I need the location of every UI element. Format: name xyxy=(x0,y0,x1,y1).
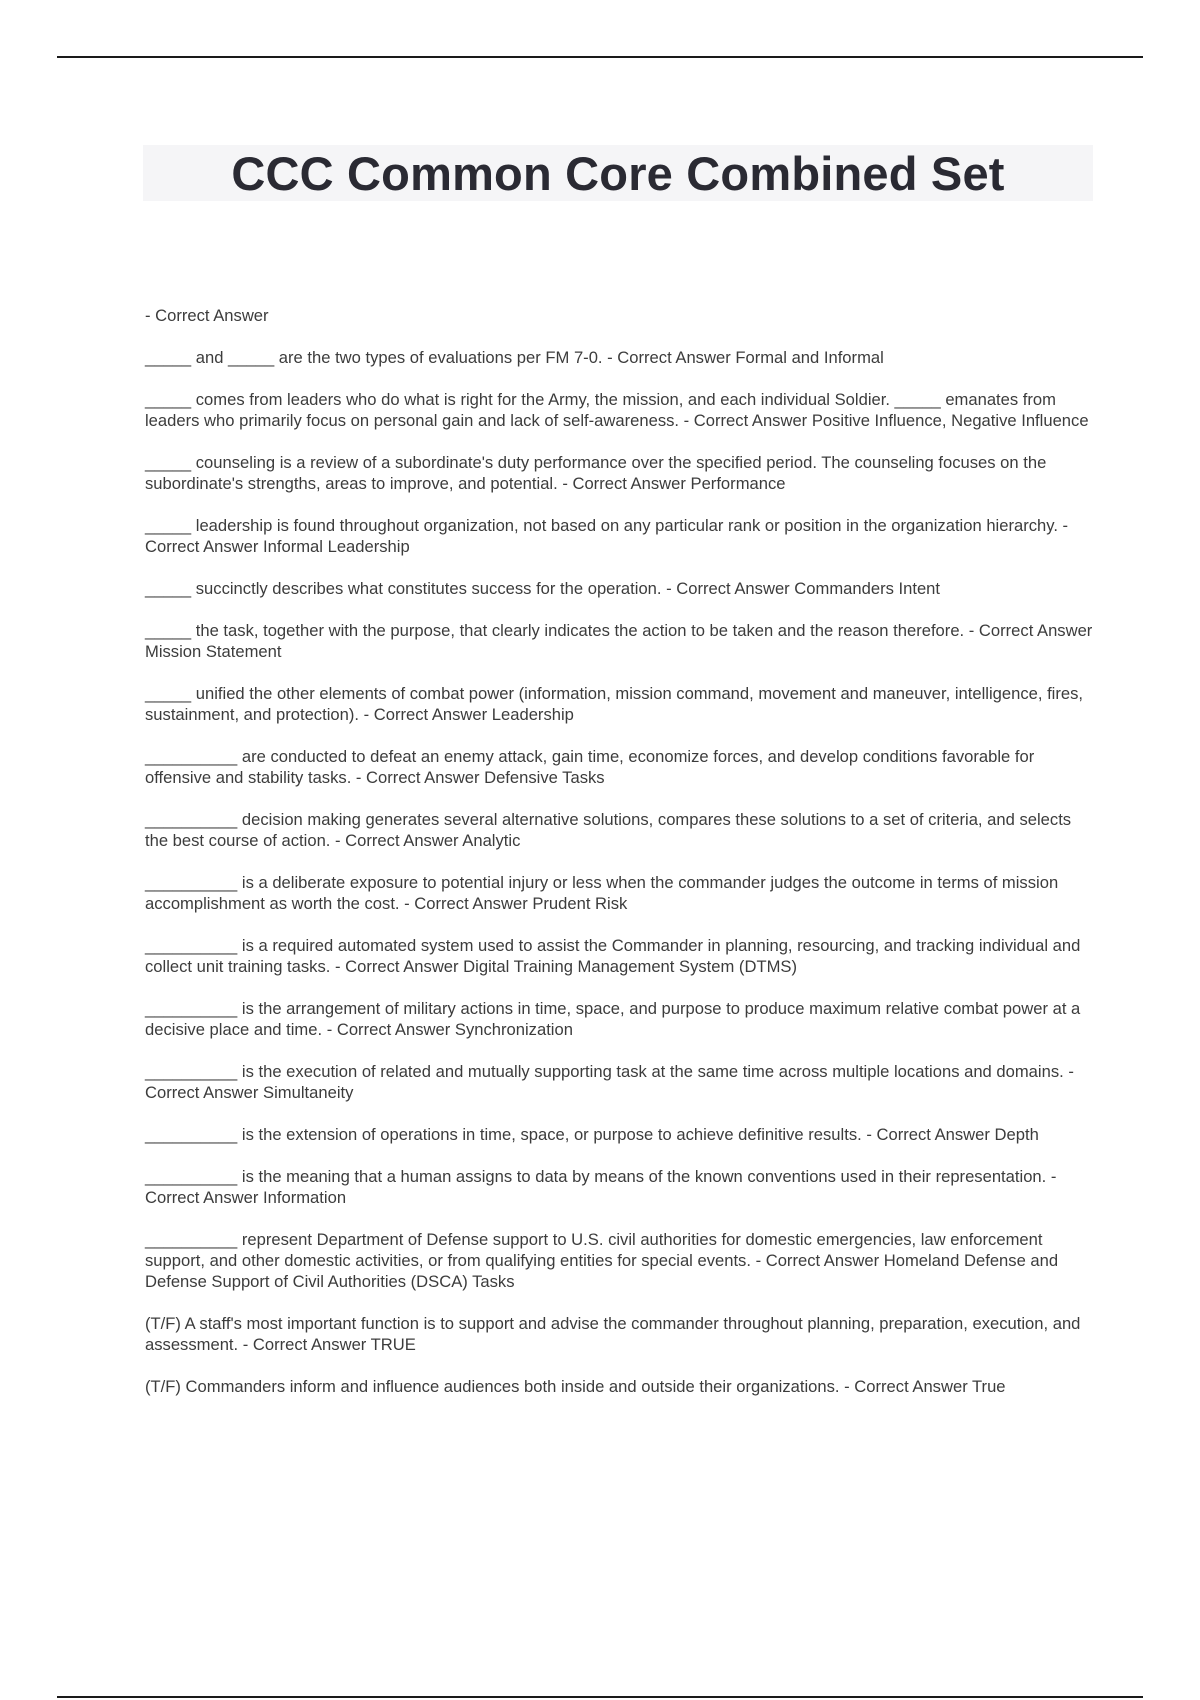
flashcard-list xyxy=(145,305,1095,1418)
flashcard-entry: __________ is the execution of related and mutually supporting task at the same time across multiple locations and domains. - Correct Answer Simultaneity xyxy=(145,1062,1074,1102)
flashcard-entry: _____ comes from leaders who do what is right for the Army, the mission, and each individual Soldier. _____ emanates from leaders who primarily focus on personal gain and lack of self-awareness. - Correct Answer Positive Influence, Negative Influence xyxy=(145,390,1089,430)
flashcard-entry: __________ are conducted to defeat an enemy attack, gain time, economize forces, and develop conditions favorable for offensive and stability tasks. - Correct Answer Defensive Tasks xyxy=(145,747,1035,787)
flashcard-entry: _____ leadership is found throughout organization, not based on any particular rank or position in the organization hierarchy. - Correct Answer Informal Leadership xyxy=(145,516,1069,556)
flashcard-entry: __________ is a required automated system used to assist the Commander in planning, resourcing, and tracking individual and collect unit training tasks. - Correct Answer Digital Training Management System (DTMS) xyxy=(145,936,1081,976)
top-rule xyxy=(57,56,1143,58)
flashcard-entry: __________ is the arrangement of military actions in time, space, and purpose to produce maximum relative combat power at a decisive place and time. - Correct Answer Synchronization xyxy=(145,999,1081,1039)
flashcard-entry: _____ unified the other elements of combat power (information, mission command, movement and maneuver, intelligence, fires, sustainment, and protection). - Correct Answer Leadership xyxy=(145,684,1084,724)
bottom-rule xyxy=(57,1696,1143,1698)
flashcard-entry: _____ counseling is a review of a subordinate's duty performance over the specified period. The counseling focuses on the subordinate's strengths, areas to improve, and potential. - Correct Answer Performance xyxy=(145,453,1047,493)
flashcard-entry: (T/F) Commanders inform and influence audiences both inside and outside their organizations. - Correct Answer True xyxy=(145,1377,1006,1396)
page-title: CCC Common Core Combined Set xyxy=(231,146,1005,200)
flashcard-entry: (T/F) A staff's most important function is to support and advise the commander throughout planning, preparation, execution, and assessment. - Correct Answer TRUE xyxy=(145,1314,1081,1354)
flashcard-entry: _____ and _____ are the two types of evaluations per FM 7-0. - Correct Answer Formal and Informal xyxy=(145,348,884,367)
flashcard-entry: __________ is the meaning that a human assigns to data by means of the known conventions used in their representation. - Correct Answer Information xyxy=(145,1167,1057,1207)
flashcard-entry: __________ represent Department of Defense support to U.S. civil authorities for domestic emergencies, law enforcement support, and other domestic activities, or from qualifying entities for special events. - Correct Answer Homeland Defense and Defense Support of Civil Authorities (DSCA) Tasks xyxy=(145,1230,1059,1291)
flashcard-entry: _____ the task, together with the purpose, that clearly indicates the action to be taken and the reason therefore. - Correct Answer Mission Statement xyxy=(145,621,1093,661)
flashcard-entry: __________ is a deliberate exposure to potential injury or less when the commander judges the outcome in terms of mission accomplishment as worth the cost. - Correct Answer Prudent Risk xyxy=(145,873,1059,913)
flashcard-entry: - Correct Answer xyxy=(145,306,269,325)
flashcard-entry: __________ is the extension of operations in time, space, or purpose to achieve definitive results. - Correct Answer Depth xyxy=(145,1125,1039,1144)
flashcard-entry: __________ decision making generates several alternative solutions, compares these solutions to a set of criteria, and selects the best course of action. - Correct Answer Analytic xyxy=(145,810,1072,850)
flashcard-entry: _____ succinctly describes what constitutes success for the operation. - Correct Answer Commanders Intent xyxy=(145,579,941,598)
title-banner xyxy=(143,145,1093,201)
